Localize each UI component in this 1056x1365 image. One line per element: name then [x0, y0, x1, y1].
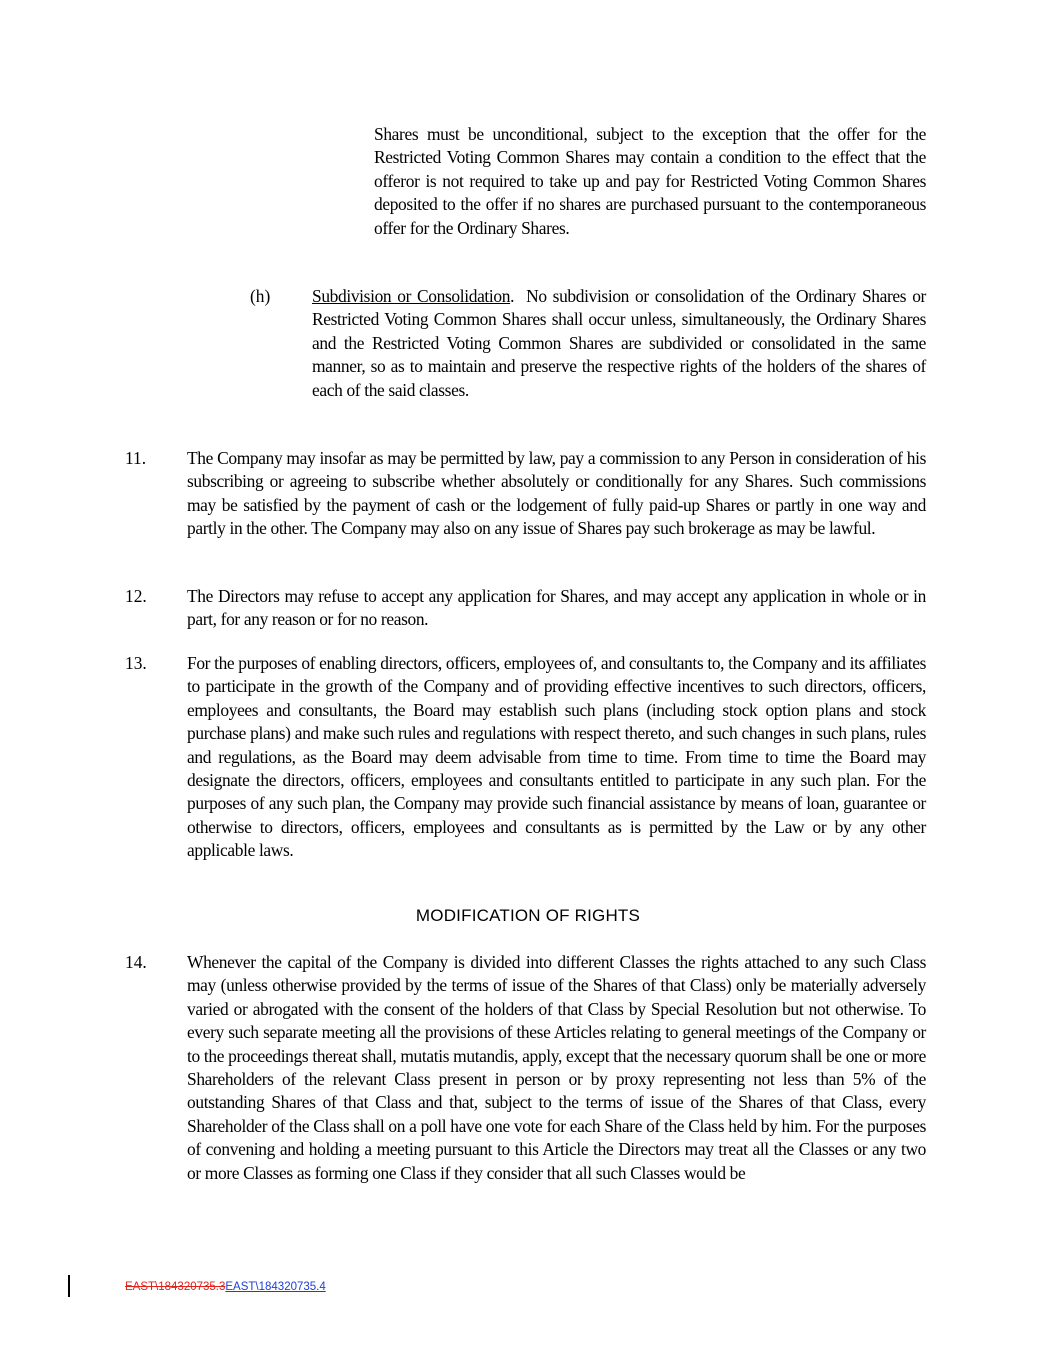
subsection-h-title: Subdivision or Consolidation	[312, 286, 511, 306]
article-11-text: The Company may insofar as may be permitted by law, pay a commission to any Person in consideration of his subscribing or agreeing to subscribe whether absolutely or conditionally for any Shares. Such commissions may be satisfied by the payment of cash or the lodgement of fully paid-up Shares or partly in one way and partly in the other. The Company may also on any issue of Shares pay such brokerage as may be lawful.	[187, 448, 926, 539]
subsection-h-paragraph	[312, 285, 926, 402]
subsection-h-label: (h)	[250, 286, 271, 306]
article-12-text: The Directors may refuse to accept any application for Shares, and may accept any application in whole or in part, for any reason or for no reason.	[187, 586, 926, 630]
article-11-number: 11.	[125, 448, 147, 468]
article-12-number: 12.	[125, 586, 147, 606]
footer-doc-id	[125, 1281, 326, 1293]
change-bar	[68, 1275, 70, 1297]
footer-deleted-id: EAST\184320735.3	[125, 1281, 226, 1293]
continuation-paragraph: Shares must be unconditional, subject to the exception that the offer for the Restricted Voting Common Shares may contain a condition to the effect that the offeror is not required to take up and pay for Restricted Voting Common Shares deposited to the offer if no shares are purchased pursuant to the contemporaneous offer for the Ordinary Shares.	[374, 124, 926, 238]
article-14-text: Whenever the capital of the Company is divided into different Classes the rights attached to any such Class may (unless otherwise provided by the terms of issue of the Shares of that Class) only be materially adversely varied or abrogated with the consent of the holders of that Class by Special Resolution but not otherwise. To every such separate meeting all the provisions of these Articles relating to general meetings of the Company or to the proceedings thereat shall, mutatis mutandis, apply, except that the necessary quorum shall be one or more Shareholders of the relevant Class present in person or by proxy representing not less than 5% of the outstanding Shares of that Class and that, subject to the terms of issue of the Shares of that Class, every Shareholder of the Class shall on a poll have one vote for each Share of the Class held by him. For the purposes of convening and holding a meeting pursuant to this Article the Directors may treat all the Classes or any two or more Classes as forming one Class if they consider that all such Classes would be	[187, 952, 926, 1183]
footer-inserted-id: EAST\184320735.4	[225, 1281, 326, 1293]
subsection-h-title-suffix: .	[510, 286, 515, 306]
article-13-text: For the purposes of enabling directors, officers, employees of, and consultants to, the Company and its affiliates to participate in the growth of the Company and of providing effective incentives to such directors, officers, employees and consultants, the Board may establish such plans (including stock option plans and stock purchase plans) and make such rules and regulations with respect thereto, and such changes in such plans, rules and regulations, as the Board may deem advisable from time to time. From time to time the Board may designate the directors, officers, employees and consultants entitled to participate in any such plan. For the purposes of any such plan, the Company may provide such financial assistance by means of loan, guarantee or otherwise to directors, officers, employees and consultants as is permitted by the Law or by any other applicable laws.	[187, 653, 926, 861]
article-14-number: 14.	[125, 952, 147, 972]
subsection-h-text: No subdivision or consolidation of the Ordinary Shares or Restricted Voting Common Shares shall occur unless, simultaneously, the Ordinary Shares and the Restricted Voting Common Shares are subdivided or consolidated in the same manner, so as to maintain and preserve the respective rights of the holders of the shares of each of the said classes.	[312, 286, 927, 400]
article-13-number: 13.	[125, 653, 147, 673]
section-heading: MODIFICATION OF RIGHTS	[415, 906, 641, 925]
